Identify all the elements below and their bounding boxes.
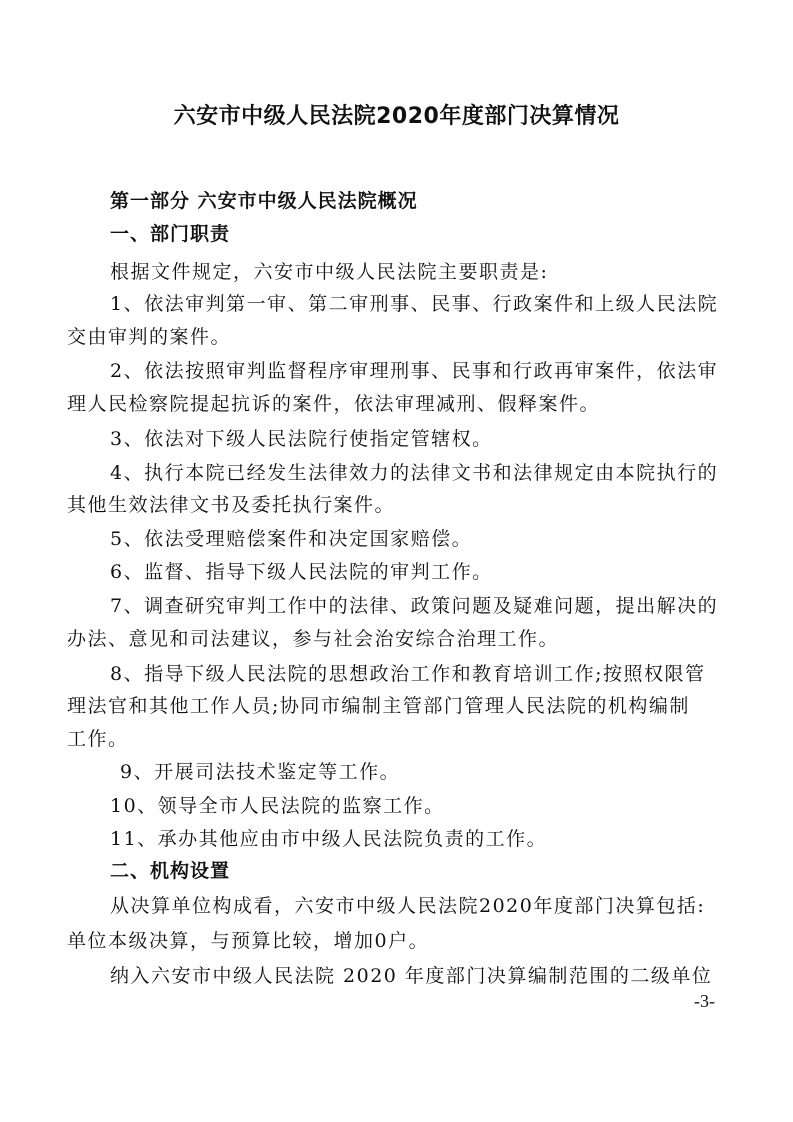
section-heading-duties: 一、部门职责 — [110, 223, 231, 245]
duty-item-11: 11、承办其他应由市中级人民法院负责的工作。 — [110, 828, 548, 850]
duty-item-4-line-2: 其他生效法律文书及委托执行案件。 — [67, 494, 396, 516]
organization-paragraph-1-line-2: 单位本级决算，与预算比较，增加0户。 — [67, 930, 430, 952]
duty-item-10: 10、领导全市人民法院的监察工作。 — [110, 795, 445, 817]
duty-item-8-line-1: 8、指导下级人民法院的思想政治工作和教育培训工作;按照权限管 — [110, 663, 706, 685]
duty-item-8-line-3: 工作。 — [67, 728, 129, 750]
duty-item-1-line-1: 1、依法审判第一审、第二审刑事、民事、行政案件和上级人民法院 — [110, 293, 719, 315]
duty-item-8-line-2: 理法官和其他工作人员;协同市编制主管部门管理人民法院的机构编制 — [67, 695, 690, 717]
duty-item-2-line-1: 2、依法按照审判监督程序审理刑事、民事和行政再审案件，依法审 — [110, 360, 719, 382]
section-heading-organization: 二、机构设置 — [110, 860, 231, 882]
organization-paragraph-1-line-1: 从决算单位构成看，六安市中级人民法院2020年度部门决算包括: — [110, 895, 706, 917]
duty-item-7-line-2: 办法、意见和司法建议，参与社会治安综合治理工作。 — [67, 628, 560, 650]
duty-item-7-line-1: 7、调查研究审判工作中的法律、政策问题及疑难问题，提出解决的 — [110, 595, 719, 617]
duty-item-3: 3、依法对下级人民法院行使指定管辖权。 — [110, 428, 493, 450]
duty-item-4-line-1: 4、执行本院已经发生法律效力的法律文书和法律规定由本院执行的 — [110, 462, 719, 484]
part-heading: 第一部分 六安市中级人民法院概况 — [110, 190, 418, 212]
page-number: -3- — [694, 991, 715, 1011]
duties-intro: 根据文件规定，六安市中级人民法院主要职责是: — [110, 261, 549, 283]
page-title: 六安市中级人民法院2020年度部门决算情况 — [173, 104, 620, 129]
duty-item-5: 5、依法受理赔偿案件和决定国家赔偿。 — [110, 528, 473, 550]
duty-item-1-line-2: 交由审判的案件。 — [67, 326, 232, 348]
duty-item-9: 9、开展司法技术鉴定等工作。 — [120, 761, 401, 783]
organization-paragraph-2-line-1: 纳入六安市中级人民法院 2020 年度部门决算编制范围的二级单位 — [110, 965, 713, 987]
duty-item-6: 6、监督、指导下级人民法院的审判工作。 — [110, 561, 493, 583]
duty-item-2-line-2: 理人民检察院提起抗诉的案件，依法审理减刑、假释案件。 — [67, 393, 601, 415]
